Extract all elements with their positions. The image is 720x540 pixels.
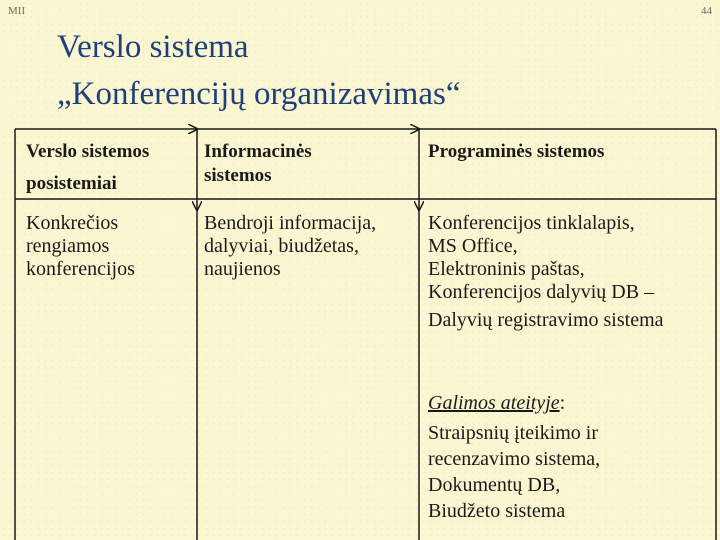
header-programines-sistemos: Programinės sistemos [428,141,605,162]
future-systems-block: Galimos ateityje: Straipsnių įteikimo ir recenzavimo sistema, Dokumentų DB, Biudžeto sistema [428,392,601,522]
cell-verslo-posistemiai: Konkrečios rengiamos konferencijos [26,212,135,280]
page-subtitle: „Konferencijų organizavimas“ [57,76,461,112]
cell-programines-sistemos: Konferencijos tinklalapis, MS Office, Elektroninis paštas, Konferencijos dalyvių DB – Dalyvių registravimo sistema [428,212,664,331]
slide-header-left: MII [8,5,26,17]
header-informacines-sistemos: Informacinės sistemos [204,141,312,186]
slide-page-number: 44 [701,5,712,17]
header-verslo-sistemos: Verslo sistemos posistemiai [26,141,150,194]
future-systems-heading: Galimos ateityje: [428,392,566,414]
page-title: Verslo sistema [57,29,249,65]
cell-informacines-sistemos: Bendroji informacija, dalyviai, biudžetas, naujienos [204,212,377,280]
